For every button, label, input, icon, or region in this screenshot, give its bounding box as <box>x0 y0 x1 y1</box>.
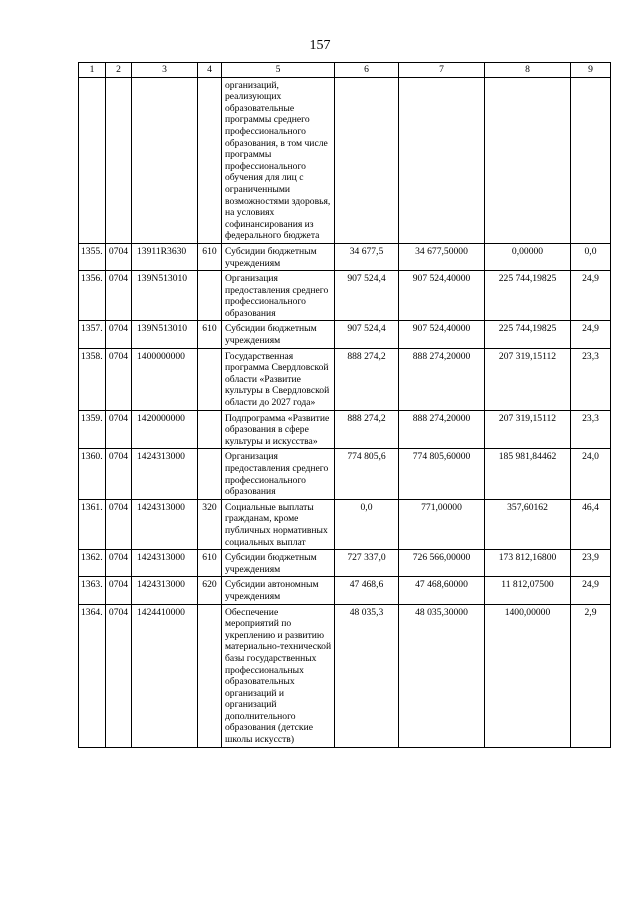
column-header-2: 2 <box>106 63 132 78</box>
table-row <box>79 550 611 577</box>
executed-amount-cell: 0,00000 <box>485 243 571 270</box>
target-article-code-cell: 1400000000 <box>132 348 198 410</box>
expense-type-code-cell: 610 <box>198 550 222 577</box>
row-number-cell: 1362. <box>79 550 106 577</box>
refined-amount-cell: 34 677,50000 <box>399 243 485 270</box>
executed-amount-cell: 357,60162 <box>485 499 571 549</box>
expense-type-code-cell <box>198 410 222 449</box>
table-row <box>79 243 611 270</box>
refined-amount-cell: 726 566,00000 <box>399 550 485 577</box>
approved-amount-cell: 888 274,2 <box>335 410 399 449</box>
row-number-cell: 1364. <box>79 604 106 747</box>
row-number-cell: 1355. <box>79 243 106 270</box>
row-number-cell: 1360. <box>79 449 106 499</box>
expense-type-code-cell: 610 <box>198 321 222 348</box>
section-code-cell: 0704 <box>106 348 132 410</box>
row-number-cell: 1358. <box>79 348 106 410</box>
approved-amount-cell: 774 805,6 <box>335 449 399 499</box>
target-article-code-cell: 1420000000 <box>132 410 198 449</box>
table-row <box>79 348 611 410</box>
item-name-cell: Организация предоставления среднего профессионального образования <box>222 271 335 321</box>
executed-amount-cell: 207 319,15112 <box>485 410 571 449</box>
target-article-code-cell: 1424313000 <box>132 449 198 499</box>
expense-type-code-cell: 620 <box>198 577 222 604</box>
column-header-5: 5 <box>222 63 335 78</box>
execution-percent-cell: 46,4 <box>571 499 611 549</box>
table-row <box>79 321 611 348</box>
table-row <box>79 77 611 243</box>
expense-type-code-cell <box>198 348 222 410</box>
refined-amount-cell: 888 274,20000 <box>399 348 485 410</box>
item-name-cell: организаций, реализующих образовательные программы среднего профессионального образования, в том числе программы профессионального обучения для лиц с ограниченными возможностями здоровья, на условиях софинансирования из федерального бюджета <box>222 77 335 243</box>
item-name-cell: Субсидии бюджетным учреждениям <box>222 243 335 270</box>
section-code-cell: 0704 <box>106 604 132 747</box>
row-number-cell: 1361. <box>79 499 106 549</box>
row-number-cell <box>79 77 106 243</box>
execution-percent-cell: 2,9 <box>571 604 611 747</box>
execution-percent-cell <box>571 77 611 243</box>
executed-amount-cell: 207 319,15112 <box>485 348 571 410</box>
refined-amount-cell: 888 274,20000 <box>399 410 485 449</box>
executed-amount-cell: 1400,00000 <box>485 604 571 747</box>
refined-amount-cell: 771,00000 <box>399 499 485 549</box>
target-article-code-cell: 1424313000 <box>132 499 198 549</box>
section-code-cell: 0704 <box>106 243 132 270</box>
section-code-cell: 0704 <box>106 321 132 348</box>
approved-amount-cell: 888 274,2 <box>335 348 399 410</box>
execution-percent-cell: 23,3 <box>571 410 611 449</box>
column-header-9: 9 <box>571 63 611 78</box>
row-number-cell: 1357. <box>79 321 106 348</box>
section-code-cell: 0704 <box>106 271 132 321</box>
approved-amount-cell: 727 337,0 <box>335 550 399 577</box>
approved-amount-cell: 34 677,5 <box>335 243 399 270</box>
expense-type-code-cell: 610 <box>198 243 222 270</box>
row-number-cell: 1356. <box>79 271 106 321</box>
execution-percent-cell: 0,0 <box>571 243 611 270</box>
approved-amount-cell <box>335 77 399 243</box>
approved-amount-cell: 0,0 <box>335 499 399 549</box>
column-header-4: 4 <box>198 63 222 78</box>
table-row <box>79 499 611 549</box>
refined-amount-cell: 907 524,40000 <box>399 321 485 348</box>
section-code-cell: 0704 <box>106 499 132 549</box>
section-code-cell: 0704 <box>106 410 132 449</box>
table-row <box>79 449 611 499</box>
executed-amount-cell: 225 744,19825 <box>485 321 571 348</box>
target-article-code-cell: 139N513010 <box>132 271 198 321</box>
item-name-cell: Субсидии бюджетным учреждениям <box>222 550 335 577</box>
refined-amount-cell: 907 524,40000 <box>399 271 485 321</box>
table-body <box>79 77 611 747</box>
executed-amount-cell <box>485 77 571 243</box>
table-row <box>79 604 611 747</box>
budget-table <box>78 62 611 748</box>
item-name-cell: Организация предоставления среднего профессионального образования <box>222 449 335 499</box>
refined-amount-cell: 48 035,30000 <box>399 604 485 747</box>
column-header-7: 7 <box>399 63 485 78</box>
executed-amount-cell: 225 744,19825 <box>485 271 571 321</box>
item-name-cell: Субсидии автономным учреждениям <box>222 577 335 604</box>
table-row <box>79 410 611 449</box>
approved-amount-cell: 48 035,3 <box>335 604 399 747</box>
executed-amount-cell: 11 812,07500 <box>485 577 571 604</box>
section-code-cell: 0704 <box>106 577 132 604</box>
column-header-3: 3 <box>132 63 198 78</box>
column-header-6: 6 <box>335 63 399 78</box>
item-name-cell: Субсидии бюджетным учреждениям <box>222 321 335 348</box>
table-row <box>79 577 611 604</box>
execution-percent-cell: 23,3 <box>571 348 611 410</box>
section-code-cell: 0704 <box>106 550 132 577</box>
execution-percent-cell: 23,9 <box>571 550 611 577</box>
target-article-code-cell: 1424313000 <box>132 550 198 577</box>
expense-type-code-cell <box>198 271 222 321</box>
page-number: 157 <box>309 38 331 53</box>
executed-amount-cell: 173 812,16800 <box>485 550 571 577</box>
table-header-row <box>79 63 611 78</box>
expense-type-code-cell: 320 <box>198 499 222 549</box>
item-name-cell: Обеспечение мероприятий по укреплению и развитию материально-технической базы государственных профессиональных образовательных организаций и организаций дополнительного образования (детские школы искусств) <box>222 604 335 747</box>
target-article-code-cell: 1424313000 <box>132 577 198 604</box>
section-code-cell <box>106 77 132 243</box>
target-article-code-cell: 1424410000 <box>132 604 198 747</box>
execution-percent-cell: 24,9 <box>571 321 611 348</box>
execution-percent-cell: 24,0 <box>571 449 611 499</box>
approved-amount-cell: 907 524,4 <box>335 271 399 321</box>
expense-type-code-cell <box>198 604 222 747</box>
expense-type-code-cell <box>198 77 222 243</box>
target-article-code-cell: 139N513010 <box>132 321 198 348</box>
item-name-cell: Государственная программа Свердловской области «Развитие культуры в Свердловской области до 2027 года» <box>222 348 335 410</box>
refined-amount-cell: 47 468,60000 <box>399 577 485 604</box>
execution-percent-cell: 24,9 <box>571 577 611 604</box>
column-header-8: 8 <box>485 63 571 78</box>
approved-amount-cell: 907 524,4 <box>335 321 399 348</box>
row-number-cell: 1359. <box>79 410 106 449</box>
refined-amount-cell <box>399 77 485 243</box>
execution-percent-cell: 24,9 <box>571 271 611 321</box>
item-name-cell: Социальные выплаты гражданам, кроме публичных нормативных социальных выплат <box>222 499 335 549</box>
row-number-cell: 1363. <box>79 577 106 604</box>
approved-amount-cell: 47 468,6 <box>335 577 399 604</box>
item-name-cell: Подпрограмма «Развитие образования в сфере культуры и искусства» <box>222 410 335 449</box>
column-header-1: 1 <box>79 63 106 78</box>
expense-type-code-cell <box>198 449 222 499</box>
executed-amount-cell: 185 981,84462 <box>485 449 571 499</box>
section-code-cell: 0704 <box>106 449 132 499</box>
table-row <box>79 271 611 321</box>
target-article-code-cell <box>132 77 198 243</box>
refined-amount-cell: 774 805,60000 <box>399 449 485 499</box>
target-article-code-cell: 13911R3630 <box>132 243 198 270</box>
